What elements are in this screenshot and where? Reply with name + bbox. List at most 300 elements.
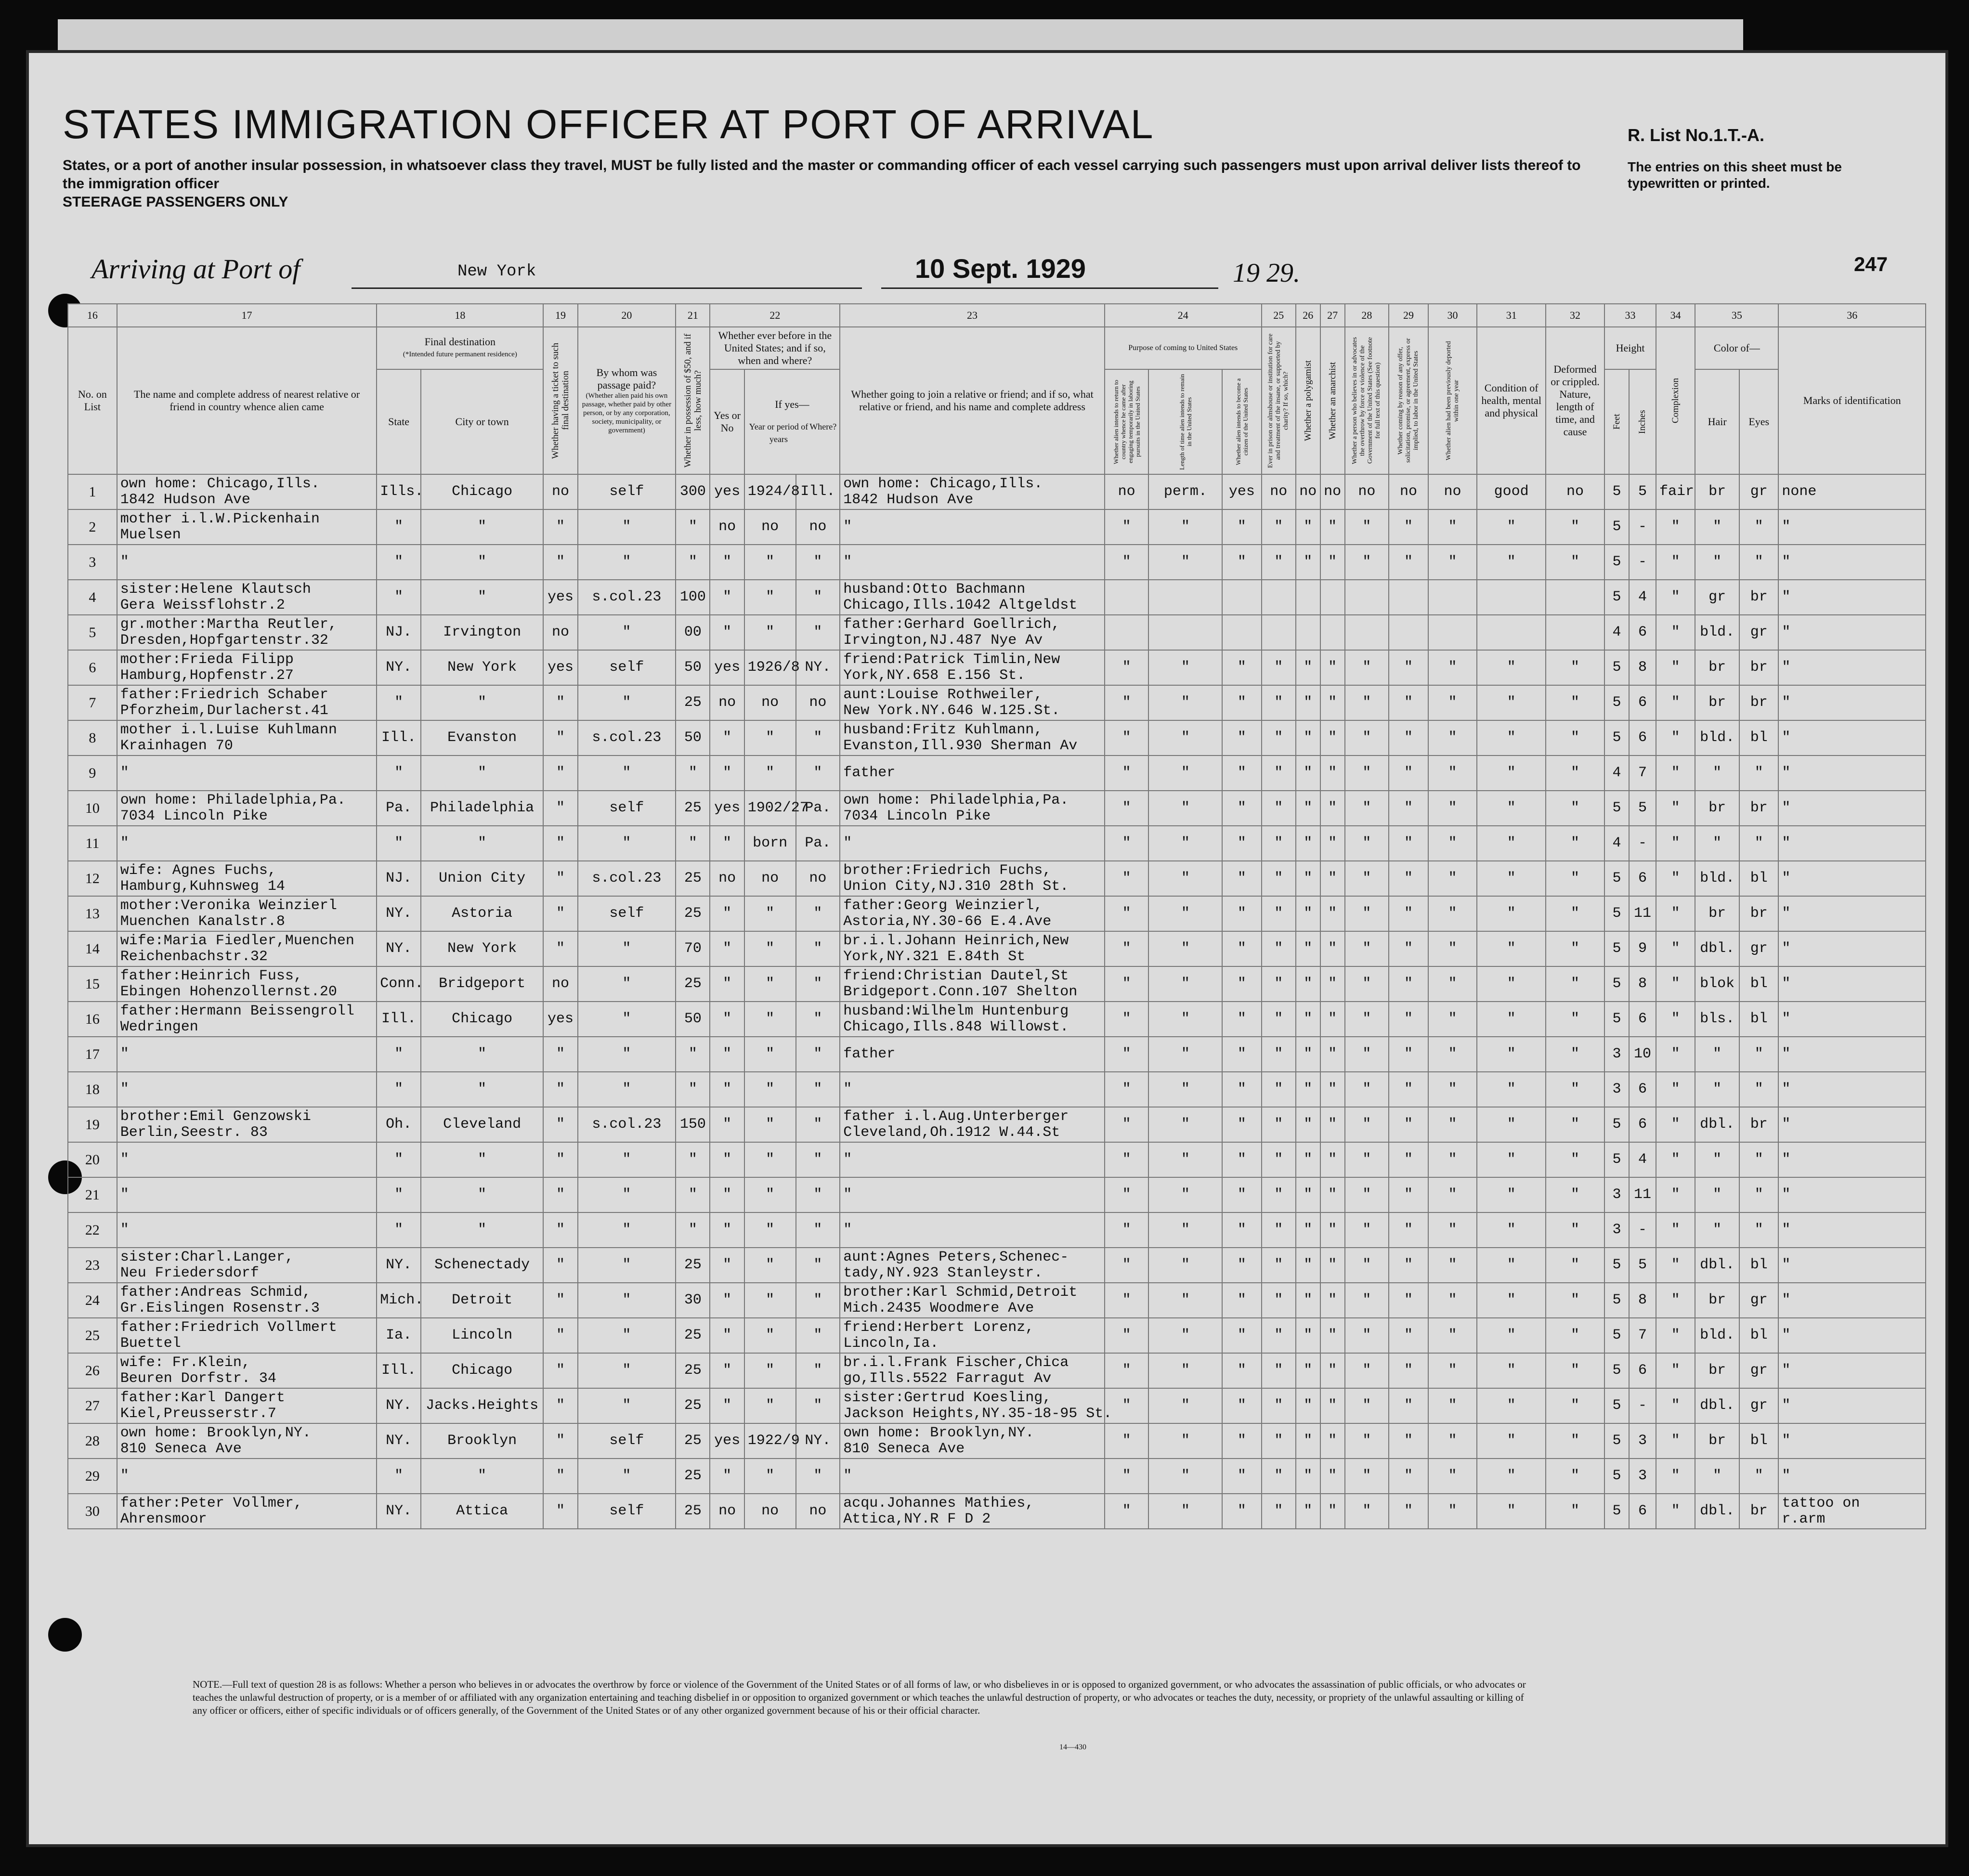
cell-q25: " xyxy=(1262,1494,1296,1529)
cell-eyes: " xyxy=(1739,1072,1778,1107)
column-number: 30 xyxy=(1428,304,1477,327)
cell-ticket: yes xyxy=(543,650,577,685)
cell-comp: " xyxy=(1656,1002,1695,1037)
cell-health: " xyxy=(1477,826,1546,861)
port-value: New York xyxy=(457,262,536,281)
cell-marks: " xyxy=(1778,791,1926,826)
port-underline xyxy=(352,287,862,289)
cell-paid: self xyxy=(578,650,676,685)
ticket-header-text: Whether having a ticket to such final destination xyxy=(550,342,571,459)
cell-yn: " xyxy=(710,1072,744,1107)
cell-paid: " xyxy=(578,1177,676,1212)
cell-join: friend:Patrick Timlin,New York,NY.658 E.156 St. xyxy=(840,650,1105,685)
cell-paid: " xyxy=(578,545,676,580)
cell-comp: " xyxy=(1656,1494,1695,1529)
cell-p24b: " xyxy=(1148,896,1222,931)
passage-paid-note: (Whether alien paid his own passage, whether paid by other person, or by any corporation, society, municipality, or government) xyxy=(582,392,672,434)
cell-q27: " xyxy=(1320,1037,1345,1072)
cell-money: 150 xyxy=(676,1107,710,1142)
cell-rel: " xyxy=(117,1072,377,1107)
cell-join: aunt:Louise Rothweiler, New York.NY.646 W.125.St. xyxy=(840,685,1105,720)
cell-q25: " xyxy=(1262,1107,1296,1142)
cell-deformed: " xyxy=(1546,896,1604,931)
cell-rel: father:Peter Vollmer, Ahrensmoor xyxy=(117,1494,377,1529)
header-purpose: Purpose of coming to United States xyxy=(1105,327,1262,369)
cell-hair: br xyxy=(1695,474,1739,509)
cell-p24a: " xyxy=(1105,756,1149,791)
cell-eyes: br xyxy=(1739,896,1778,931)
cell-q28: " xyxy=(1345,1494,1389,1529)
cell-comp: " xyxy=(1656,1107,1695,1142)
cell-yn: no xyxy=(710,509,744,545)
cell-ft: 5 xyxy=(1604,1388,1629,1423)
cell-ft: 5 xyxy=(1604,896,1629,931)
cell-q25: " xyxy=(1262,791,1296,826)
date-underline xyxy=(881,287,1218,289)
cell-city: " xyxy=(421,756,543,791)
cell-yr: " xyxy=(744,1318,796,1353)
cell-where: " xyxy=(796,1212,840,1248)
cell-p24b: perm. xyxy=(1148,474,1222,509)
passenger-rows xyxy=(68,474,1926,1529)
cell-in: 7 xyxy=(1629,756,1656,791)
cell-yn: " xyxy=(710,1388,744,1423)
table-row xyxy=(68,1318,1926,1353)
cell-q27: " xyxy=(1320,720,1345,756)
cell-hair: " xyxy=(1695,545,1739,580)
cell-deformed: " xyxy=(1546,1318,1604,1353)
cell-where: " xyxy=(796,1072,840,1107)
cell-q25: " xyxy=(1262,1388,1296,1423)
cell-ft: 5 xyxy=(1604,1459,1629,1494)
cell-where: " xyxy=(796,1037,840,1072)
cell-rel: " xyxy=(117,1177,377,1212)
cell-marks: " xyxy=(1778,1353,1926,1388)
cell-health: " xyxy=(1477,685,1546,720)
cell-no: 17 xyxy=(68,1037,117,1072)
cell-comp: " xyxy=(1656,650,1695,685)
cell-q27: " xyxy=(1320,931,1345,966)
cell-hair: br xyxy=(1695,791,1739,826)
cell-p24a: " xyxy=(1105,966,1149,1002)
cell-in: 11 xyxy=(1629,896,1656,931)
cell-join: father:Gerhard Goellrich, Irvington,NJ.487 Nye Av xyxy=(840,615,1105,650)
cell-deformed: " xyxy=(1546,1107,1604,1142)
cell-eyes: br xyxy=(1739,685,1778,720)
cell-p24b: " xyxy=(1148,1459,1222,1494)
cell-q29: " xyxy=(1389,1423,1428,1459)
cell-health: good xyxy=(1477,474,1546,509)
cell-q30: " xyxy=(1428,545,1477,580)
header-if-yes xyxy=(744,369,840,474)
cell-rel: gr.mother:Martha Reutler, Dresden,Hopfgartenstr.32 xyxy=(117,615,377,650)
cell-city: New York xyxy=(421,650,543,685)
cell-p24a: " xyxy=(1105,650,1149,685)
cell-q29: " xyxy=(1389,896,1428,931)
header-deformed: Deformed or crippled. Nature, length of time, and cause xyxy=(1546,327,1604,474)
cell-money: 70 xyxy=(676,931,710,966)
header-eyes: Eyes xyxy=(1739,369,1778,474)
cell-p24b: " xyxy=(1148,1353,1222,1388)
cell-in: 5 xyxy=(1629,474,1656,509)
cell-marks: " xyxy=(1778,1177,1926,1212)
cell-comp: " xyxy=(1656,966,1695,1002)
cell-state: " xyxy=(377,1212,421,1248)
cell-q30: " xyxy=(1428,1072,1477,1107)
cell-paid: s.col.23 xyxy=(578,861,676,896)
cell-q29: " xyxy=(1389,756,1428,791)
cell-hair: bld. xyxy=(1695,720,1739,756)
cell-q27: " xyxy=(1320,545,1345,580)
cell-p24a: " xyxy=(1105,1002,1149,1037)
cell-marks: " xyxy=(1778,1423,1926,1459)
cell-ft: 5 xyxy=(1604,966,1629,1002)
cell-yr: " xyxy=(744,1212,796,1248)
q29-header-text: Whether coming by reason of any offer, solicitation, promise, or agreement, express or implied, to labor in the United States xyxy=(1396,338,1420,463)
cell-q25: " xyxy=(1262,896,1296,931)
cell-ft: 5 xyxy=(1604,861,1629,896)
cell-in: 8 xyxy=(1629,966,1656,1002)
cell-no: 10 xyxy=(68,791,117,826)
cell-yn: " xyxy=(710,1283,744,1318)
cell-q26: " xyxy=(1296,826,1320,861)
cell-state: " xyxy=(377,509,421,545)
cell-marks: " xyxy=(1778,1037,1926,1072)
cell-q26: " xyxy=(1296,650,1320,685)
cell-state: NY. xyxy=(377,896,421,931)
header-anarchist xyxy=(1320,327,1345,474)
cell-p24a: " xyxy=(1105,1459,1149,1494)
cell-yr: " xyxy=(744,1459,796,1494)
cell-p24a: " xyxy=(1105,1107,1149,1142)
cell-paid: " xyxy=(578,1318,676,1353)
cell-in: - xyxy=(1629,1388,1656,1423)
cell-q25: " xyxy=(1262,545,1296,580)
column-number: 33 xyxy=(1604,304,1656,327)
cell-rel: own home: Chicago,Ills. 1842 Hudson Ave xyxy=(117,474,377,509)
arriving-label: Arriving at Port of xyxy=(91,253,300,285)
cell-yr: 1902/27 xyxy=(744,791,796,826)
cell-comp: " xyxy=(1656,931,1695,966)
cell-in: 7 xyxy=(1629,1318,1656,1353)
cell-ticket: " xyxy=(543,1283,577,1318)
cell-eyes: " xyxy=(1739,1212,1778,1248)
cell-comp: " xyxy=(1656,720,1695,756)
cell-q26: " xyxy=(1296,1177,1320,1212)
cell-join: " xyxy=(840,1177,1105,1212)
cell-q30: " xyxy=(1428,1283,1477,1318)
cell-comp: " xyxy=(1656,1248,1695,1283)
cell-q26: no xyxy=(1296,474,1320,509)
cell-p24a: " xyxy=(1105,1072,1149,1107)
cell-in: - xyxy=(1629,1212,1656,1248)
cell-q27: " xyxy=(1320,1212,1345,1248)
cell-yr: " xyxy=(744,1353,796,1388)
cell-q27: " xyxy=(1320,1002,1345,1037)
cell-in: - xyxy=(1629,509,1656,545)
cell-where: " xyxy=(796,1177,840,1212)
cell-p24c: yes xyxy=(1222,474,1261,509)
cell-rel: sister:Charl.Langer, Neu Friedersdorf xyxy=(117,1248,377,1283)
cell-q30: " xyxy=(1428,1494,1477,1529)
cell-eyes: gr xyxy=(1739,474,1778,509)
cell-q30: " xyxy=(1428,1248,1477,1283)
prison-header-text: Ever in prison or almshouse or institution for care and treatment of the insane, or supported by charity? If so, which? xyxy=(1267,333,1290,468)
q28-header-text: Whether a person who believes in or advocates the overthrow by force or violence of the Government of the United States (See footnote for full text of this question) xyxy=(1351,337,1382,464)
cell-paid: s.col.23 xyxy=(578,1107,676,1142)
cell-q29: " xyxy=(1389,1248,1428,1283)
cell-yr: " xyxy=(744,615,796,650)
table-row xyxy=(68,896,1926,931)
cell-deformed: " xyxy=(1546,1072,1604,1107)
cell-where: " xyxy=(796,1283,840,1318)
cell-rel: father:Hermann Beissengroll Wedringen xyxy=(117,1002,377,1037)
column-number: 18 xyxy=(377,304,543,327)
cell-yr: " xyxy=(744,756,796,791)
cell-ft: 4 xyxy=(1604,826,1629,861)
cell-q27: " xyxy=(1320,1107,1345,1142)
header-hair: Hair xyxy=(1695,369,1739,474)
cell-money: 25 xyxy=(676,1248,710,1283)
cell-p24b: " xyxy=(1148,1142,1222,1177)
cell-yn: " xyxy=(710,1459,744,1494)
column-number: 36 xyxy=(1778,304,1926,327)
table-row xyxy=(68,1177,1926,1212)
cell-ticket: " xyxy=(543,1459,577,1494)
cell-q25: " xyxy=(1262,1318,1296,1353)
cell-money: 100 xyxy=(676,580,710,615)
cell-city: Jacks.Heights xyxy=(421,1388,543,1423)
cell-city: New York xyxy=(421,931,543,966)
cell-p24b: " xyxy=(1148,1494,1222,1529)
header-inches xyxy=(1629,369,1656,474)
column-number: 26 xyxy=(1296,304,1320,327)
cell-eyes: bl xyxy=(1739,1002,1778,1037)
table-row xyxy=(68,1353,1926,1388)
cell-state: Ill. xyxy=(377,720,421,756)
cell-yr: " xyxy=(744,1177,796,1212)
cell-state: Ill. xyxy=(377,1353,421,1388)
cell-no: 13 xyxy=(68,896,117,931)
cell-eyes: br xyxy=(1739,1107,1778,1142)
column-number: 16 xyxy=(68,304,117,327)
cell-no: 8 xyxy=(68,720,117,756)
cell-p24a: " xyxy=(1105,1283,1149,1318)
cell-q26: " xyxy=(1296,1318,1320,1353)
header-feet xyxy=(1604,369,1629,474)
cell-rel: " xyxy=(117,826,377,861)
cell-q30: " xyxy=(1428,791,1477,826)
cell-q30: " xyxy=(1428,1107,1477,1142)
cell-yr: no xyxy=(744,685,796,720)
cell-p24c: " xyxy=(1222,1459,1261,1494)
cell-no: 19 xyxy=(68,1107,117,1142)
cell-q29: " xyxy=(1389,1388,1428,1423)
cell-marks: " xyxy=(1778,756,1926,791)
cell-p24c: " xyxy=(1222,1248,1261,1283)
table-row xyxy=(68,1002,1926,1037)
cell-p24b: " xyxy=(1148,650,1222,685)
cell-p24c: " xyxy=(1222,1423,1261,1459)
cell-yn: " xyxy=(710,826,744,861)
cell-p24b: " xyxy=(1148,1177,1222,1212)
cell-no: 23 xyxy=(68,1248,117,1283)
header-purpose-b xyxy=(1148,369,1222,474)
cell-rel: wife: Fr.Klein, Beuren Dorfstr. 34 xyxy=(117,1353,377,1388)
cell-eyes: br xyxy=(1739,1494,1778,1529)
cell-join: father i.l.Aug.Unterberger Cleveland,Oh.1912 W.44.St xyxy=(840,1107,1105,1142)
header-q28 xyxy=(1345,327,1389,474)
cell-state: " xyxy=(377,1072,421,1107)
cell-eyes: gr xyxy=(1739,1283,1778,1318)
cell-paid: " xyxy=(578,685,676,720)
cell-paid: " xyxy=(578,509,676,545)
cell-q28: " xyxy=(1345,966,1389,1002)
cell-where: Pa. xyxy=(796,791,840,826)
cell-comp: " xyxy=(1656,545,1695,580)
cell-paid: " xyxy=(578,966,676,1002)
cell-p24a: " xyxy=(1105,861,1149,896)
cell-q25: " xyxy=(1262,756,1296,791)
cell-q30: " xyxy=(1428,861,1477,896)
cell-deformed: " xyxy=(1546,1177,1604,1212)
cell-q25: " xyxy=(1262,1459,1296,1494)
cell-ticket: " xyxy=(543,1212,577,1248)
cell-yr: " xyxy=(744,720,796,756)
cell-join: own home: Chicago,Ills. 1842 Hudson Ave xyxy=(840,474,1105,509)
cell-city: " xyxy=(421,545,543,580)
cell-q29 xyxy=(1389,615,1428,650)
cell-q28: " xyxy=(1345,685,1389,720)
cell-p24a: " xyxy=(1105,720,1149,756)
cell-join: aunt:Agnes Peters,Schenec- tady,NY.923 Stanleystr. xyxy=(840,1248,1105,1283)
cell-money: 25 xyxy=(676,1353,710,1388)
cell-marks: " xyxy=(1778,896,1926,931)
cell-q30: " xyxy=(1428,720,1477,756)
cell-q26: " xyxy=(1296,1388,1320,1423)
cell-q26: " xyxy=(1296,861,1320,896)
cell-p24b: " xyxy=(1148,861,1222,896)
cell-p24c: " xyxy=(1222,1283,1261,1318)
cell-marks: " xyxy=(1778,966,1926,1002)
cell-p24b: " xyxy=(1148,509,1222,545)
cell-state: " xyxy=(377,580,421,615)
cell-yn: " xyxy=(710,756,744,791)
header-q29 xyxy=(1389,327,1428,474)
polygamist-header-text: Whether a polygamist xyxy=(1303,360,1313,441)
cell-money: 25 xyxy=(676,1459,710,1494)
cell-q25: no xyxy=(1262,474,1296,509)
money-header-text: Whether in possession of $50, and if less, how much? xyxy=(682,333,703,468)
cell-paid: " xyxy=(578,1388,676,1423)
form-number: 14—430 xyxy=(1059,1743,1086,1751)
column-number: 28 xyxy=(1345,304,1389,327)
cell-q30: " xyxy=(1428,650,1477,685)
cell-q27: " xyxy=(1320,791,1345,826)
cell-p24b: " xyxy=(1148,966,1222,1002)
cell-deformed: " xyxy=(1546,966,1604,1002)
cell-q27 xyxy=(1320,615,1345,650)
cell-ticket: " xyxy=(543,1177,577,1212)
cell-join: brother:Karl Schmid,Detroit Mich.2435 Woodmere Ave xyxy=(840,1283,1105,1318)
cell-rel: wife: Agnes Fuchs, Hamburg,Kuhnsweg 14 xyxy=(117,861,377,896)
cell-p24c: " xyxy=(1222,791,1261,826)
cell-marks: " xyxy=(1778,1248,1926,1283)
cell-city: Bridgeport xyxy=(421,966,543,1002)
cell-q27: " xyxy=(1320,756,1345,791)
cell-no: 20 xyxy=(68,1142,117,1177)
cell-in: - xyxy=(1629,545,1656,580)
cell-no: 18 xyxy=(68,1072,117,1107)
cell-q26: " xyxy=(1296,756,1320,791)
cell-marks: " xyxy=(1778,861,1926,896)
cell-q27: " xyxy=(1320,1388,1345,1423)
year-label: 19 29. xyxy=(1233,258,1300,288)
purpose-a-text: Whether alien intends to return to country whence he came after engaging temporarily in laboring pursuits in the United States xyxy=(1112,379,1141,464)
cell-ft: 5 xyxy=(1604,1002,1629,1037)
table-row xyxy=(68,861,1926,896)
column-number: 34 xyxy=(1656,304,1695,327)
cell-in: 6 xyxy=(1629,1107,1656,1142)
column-number: 35 xyxy=(1695,304,1778,327)
table-row xyxy=(68,1388,1926,1423)
cell-q26: " xyxy=(1296,1423,1320,1459)
cell-p24b: " xyxy=(1148,545,1222,580)
cell-ft: 5 xyxy=(1604,1318,1629,1353)
cell-q27: " xyxy=(1320,1318,1345,1353)
cell-money: " xyxy=(676,1037,710,1072)
cell-q26 xyxy=(1296,615,1320,650)
cell-city: Schenectady xyxy=(421,1248,543,1283)
cell-state: " xyxy=(377,826,421,861)
cell-city: Philadelphia xyxy=(421,791,543,826)
cell-ft: 5 xyxy=(1604,474,1629,509)
cell-city: " xyxy=(421,1177,543,1212)
cell-health: " xyxy=(1477,1318,1546,1353)
cell-q27: " xyxy=(1320,509,1345,545)
header-final-destination xyxy=(377,327,543,369)
page-title: STATES IMMIGRATION OFFICER AT PORT OF ARRIVAL xyxy=(63,102,1154,147)
cell-no: 9 xyxy=(68,756,117,791)
cell-money: 30 xyxy=(676,1283,710,1318)
cell-q25: " xyxy=(1262,1072,1296,1107)
column-number-row xyxy=(68,304,1926,327)
cell-yn: " xyxy=(710,1107,744,1142)
cell-state: " xyxy=(377,1142,421,1177)
cell-ticket: no xyxy=(543,966,577,1002)
cell-q27: " xyxy=(1320,1353,1345,1388)
cell-comp: " xyxy=(1656,509,1695,545)
cell-p24a: " xyxy=(1105,1423,1149,1459)
cell-paid: " xyxy=(578,1459,676,1494)
cell-yr: no xyxy=(744,509,796,545)
cell-q28: " xyxy=(1345,756,1389,791)
cell-city: Cleveland xyxy=(421,1107,543,1142)
cell-no: 16 xyxy=(68,1002,117,1037)
purpose-c-text: Whether alien intends to become a citizen of the United States xyxy=(1234,378,1249,466)
cell-health: " xyxy=(1477,1388,1546,1423)
cell-p24b xyxy=(1148,580,1222,615)
cell-p24a: " xyxy=(1105,545,1149,580)
cell-comp: " xyxy=(1656,1212,1695,1248)
cell-p24b: " xyxy=(1148,1283,1222,1318)
cell-yr: " xyxy=(744,580,796,615)
cell-no: 1 xyxy=(68,474,117,509)
cell-p24c: " xyxy=(1222,1353,1261,1388)
cell-no: 5 xyxy=(68,615,117,650)
cell-q25 xyxy=(1262,580,1296,615)
header-q30 xyxy=(1428,327,1477,474)
